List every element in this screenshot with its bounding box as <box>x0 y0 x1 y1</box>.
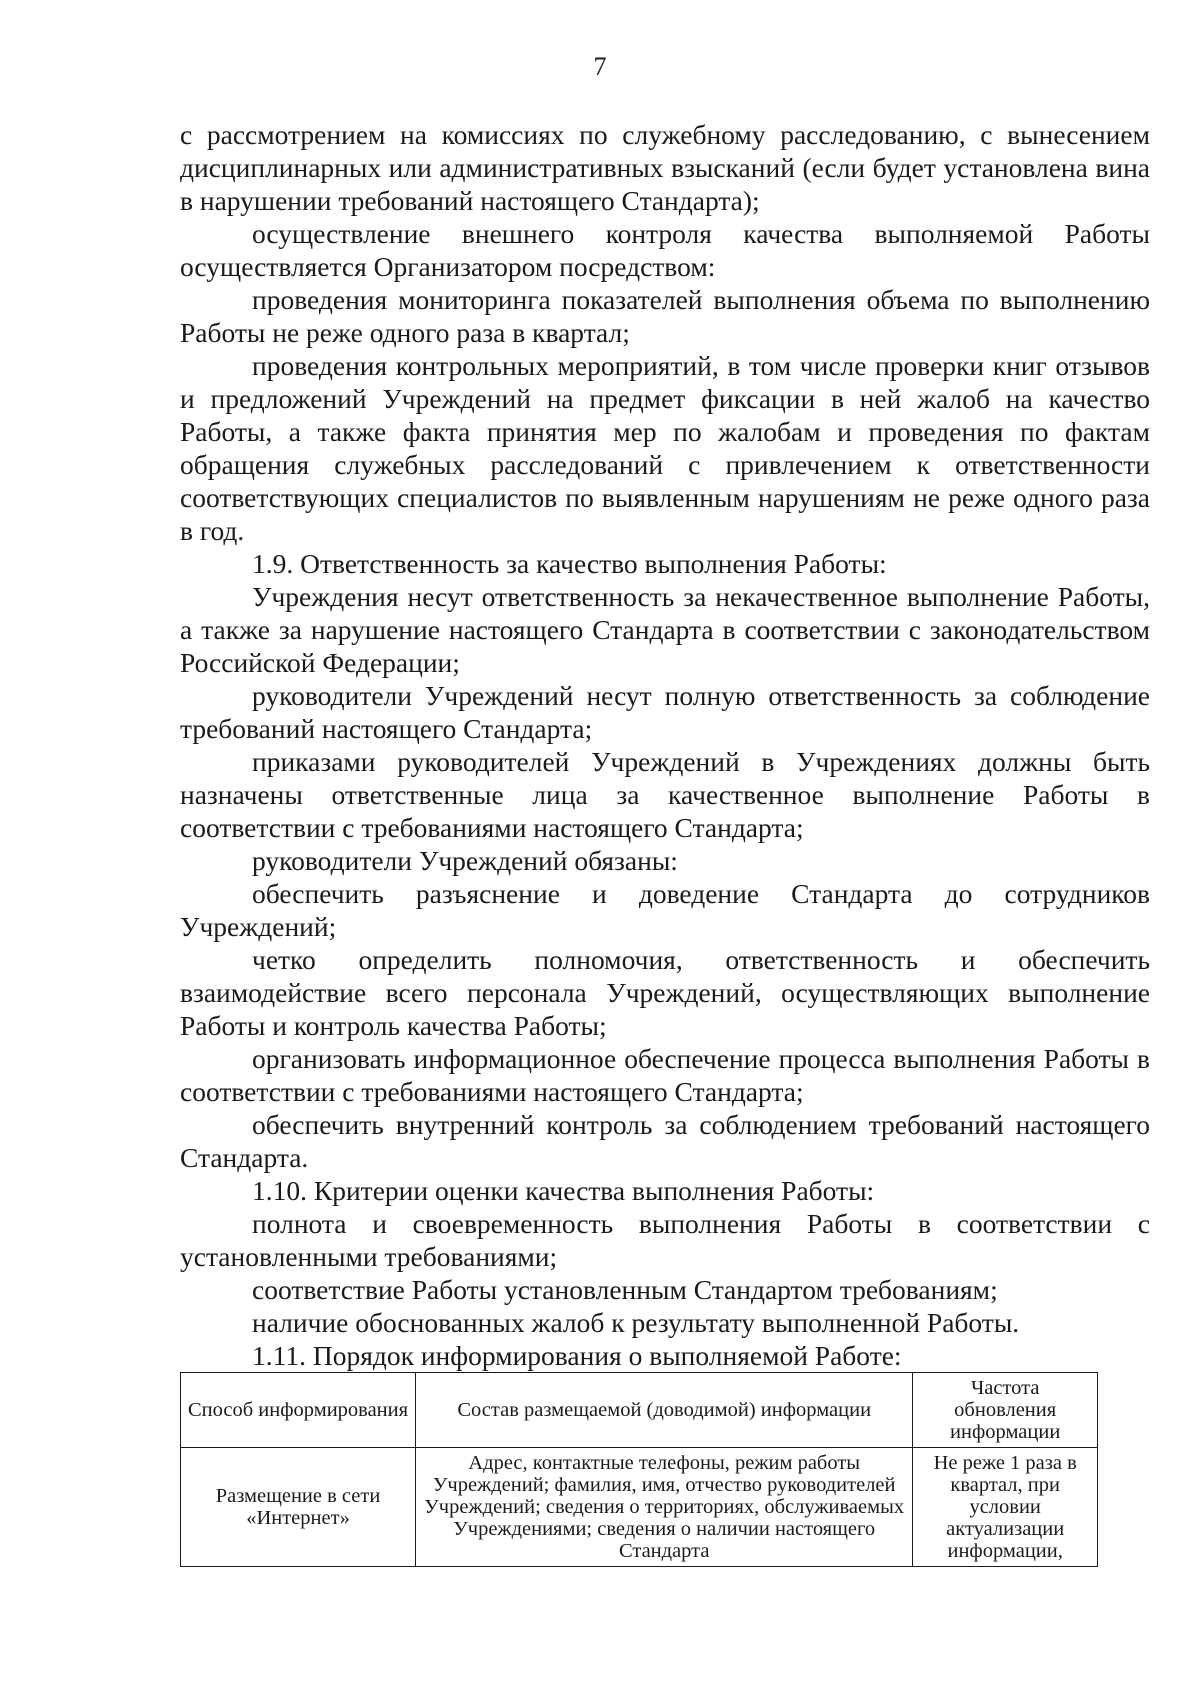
paragraph: с рассмотрением на комиссиях по служебному расследованию, с вынесением дисциплинарных или административных взысканий (если будет установлена вина в нарушении требований настоящего Стандарта); <box>180 119 1150 216</box>
paragraph: 1.10. Критерии оценки качества выполнения Работы: <box>252 1175 875 1206</box>
paragraph: организовать информационное обеспечение процесса выполнения Работы в соответствии с требованиями настоящего Стандарта; <box>180 1043 1150 1107</box>
paragraph: 1.9. Ответственность за качество выполнения Работы: <box>252 548 887 579</box>
paragraph: 1.11. Порядок информирования о выполняемой Работе: <box>252 1340 902 1371</box>
table-header-method: Способ информирования <box>181 1373 416 1448</box>
paragraph: осуществление внешнего контроля качества выполняемой Работы осуществляется Организатором посредством: <box>180 218 1150 282</box>
table-cell-frequency: Не реже 1 раза в квартал, при условии актуализации информации, <box>913 1448 1098 1567</box>
paragraph: проведения мониторинга показателей выполнения объема по выполнению Работы не реже одного раза в квартал; <box>180 284 1150 348</box>
paragraph: проведения контрольных мероприятий, в том числе проверки книг отзывов и предложений Учреждений на предмет фиксации в ней жалоб на качество Работы, а также факта принятия мер по жалобам и проведения по фактам обращения служебных расследований с привлечением к ответственности соответствующих специалистов по выявленным нарушениям не реже одного раза в год. <box>180 350 1150 546</box>
paragraph: четко определить полномочия, ответственность и обеспечить взаимодействие всего персонала Учреждений, осуществляющих выполнение Работы и контроль качества Работы; <box>180 944 1150 1041</box>
paragraph: приказами руководителей Учреждений в Учреждениях должны быть назначены ответственные лица за качественное выполнение Работы в соответствии с требованиями настоящего Стандарта; <box>180 746 1150 843</box>
paragraph: соответствие Работы установленным Стандартом требованиям; <box>252 1274 998 1305</box>
information-table <box>180 1372 1098 1567</box>
paragraph: руководители Учреждений обязаны: <box>252 845 678 876</box>
table-header-row <box>181 1373 1098 1448</box>
table-header-frequency: Частота обновления информации <box>913 1373 1098 1448</box>
document-body <box>180 118 1150 1372</box>
paragraph: полнота и своевременность выполнения Работы в соответствии с установленными требованиями; <box>180 1208 1150 1272</box>
paragraph: наличие обоснованных жалоб к результату выполненной Работы. <box>252 1307 1020 1338</box>
paragraph: обеспечить внутренний контроль за соблюдением требований настоящего Стандарта. <box>180 1109 1150 1173</box>
table-cell-content: Адрес, контактные телефоны, режим работы Учреждений; фамилия, имя, отчество руководителей Учреждений; сведения о территориях, обслуживаемых Учреждениями; сведения о наличии настоящего Стандарта <box>416 1448 913 1567</box>
table-row <box>181 1448 1098 1567</box>
paragraph: Учреждения несут ответственность за некачественное выполнение Работы, а также за нарушение настоящего Стандарта в соответствии с законодательством Российской Федерации; <box>180 581 1150 678</box>
table-cell-method: Размещение в сети «Интернет» <box>181 1448 416 1567</box>
page-number: 7 <box>593 52 607 81</box>
paragraph: обеспечить разъяснение и доведение Стандарта до сотрудников Учреждений; <box>180 878 1150 942</box>
paragraph: руководители Учреждений несут полную ответственность за соблюдение требований настоящего Стандарта; <box>180 680 1150 744</box>
table-header-content: Состав размещаемой (доводимой) информации <box>416 1373 913 1448</box>
